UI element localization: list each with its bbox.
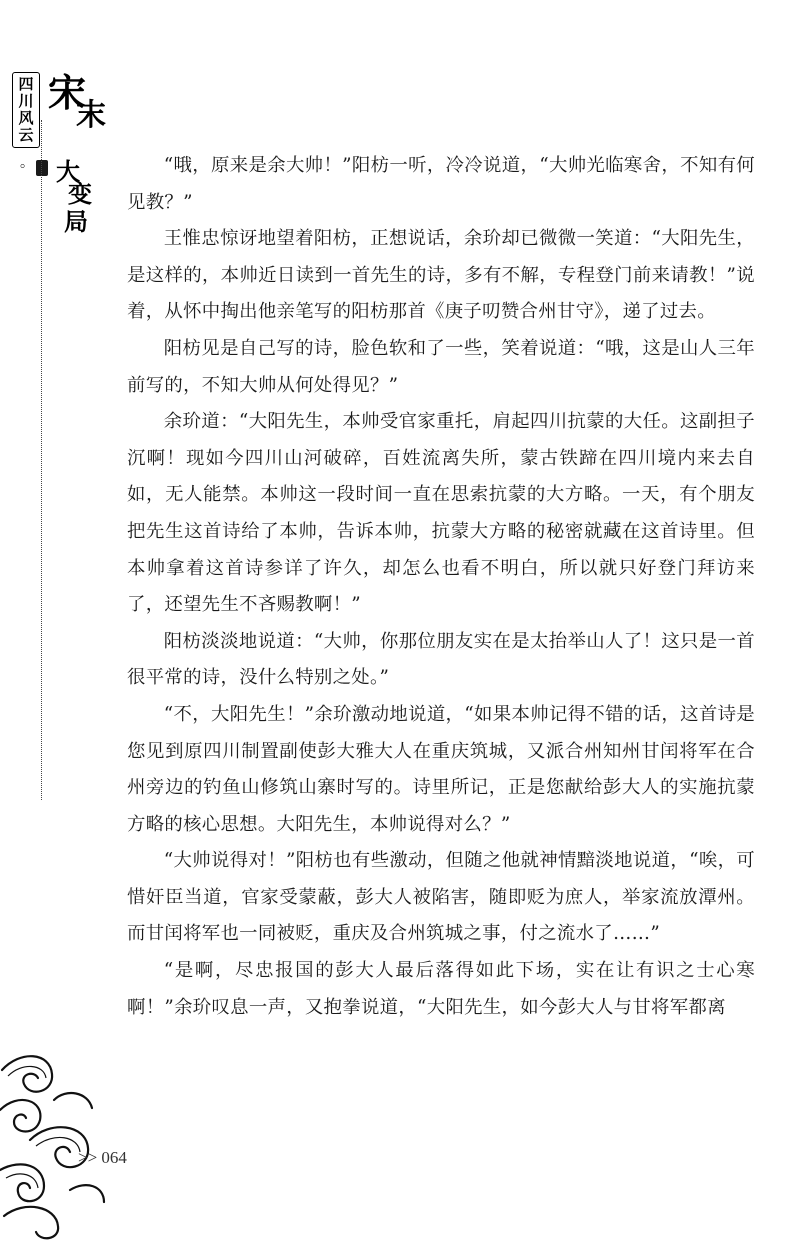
cloud-ornament-icon — [0, 1040, 120, 1243]
series-char: 川 — [18, 92, 34, 110]
book-title-char: 大 — [56, 157, 80, 186]
paragraph: “哦，原来是余大帅！”阳枋一听，冷冷说道，“大帅光临寒舍，不知有何见教？” — [127, 155, 755, 213]
series-char: 四 — [18, 75, 34, 93]
paragraph: 余玠道：“大阳先生，本帅受官家重托，肩起四川抗蒙的大任。这副担子沉啊！现如今四川山河破碎，百姓流离失所，蒙古铁蹄在四川境内来去自如，无人能禁。本帅这一段时间一直在思索抗蒙的大方略。一天，有个朋友把先生这首诗给了本帅，告诉本帅，抗蒙大方略的秘密就藏在这首诗里。但本帅拿着这首诗参详了许久，却怎么也看不明白，所以就只好登门拜访来了，还望先生不吝赐教啊！” — [127, 411, 755, 616]
paragraph: “不，大阳先生！”余玠激动地说道，“如果本帅记得不错的话，这首诗是您见到原四川制置副使彭大雅大人在重庆筑城，又派合州知州甘闰将军在合州旁边的钓鱼山修筑山寨时写的。诗里所记，正是您献给彭大人的实施抗蒙方略的核心思想。大阳先生，本帅说得对么？” — [127, 703, 755, 835]
paragraph: 阳枋淡淡地说道：“大帅，你那位朋友实在是太抬举山人了！这只是一首很平常的诗，没什么特别之处。” — [127, 630, 755, 689]
paragraph: 阳枋见是自己写的诗，脸色软和了一些，笑着说道：“哦，这是山人三年前写的，不知大帅从何处得见？” — [127, 337, 755, 396]
series-char: 云 — [18, 126, 34, 144]
seal-icon — [36, 160, 48, 176]
series-title — [12, 72, 40, 148]
book-title-char: 局 — [64, 207, 88, 236]
book-title-char: 变 — [68, 179, 92, 208]
paragraph: “是啊，尽忠报国的彭大人最后落得如此下场，实在让有识之士心寒啊！”余玠叹息一声，又抱拳说道，“大阳先生，如今彭大人与甘将军都离 — [127, 960, 755, 1018]
body-text — [127, 148, 755, 1026]
series-char: 风 — [18, 109, 34, 127]
book-title-char: 末 — [76, 98, 106, 133]
paragraph: 王惟忠惊讶地望着阳枋，正想说话，余玠却已微微一笑道：“大阳先生，是这样的，本帅近日读到一首先生的诗，多有不解，专程登门前来请教！”说着，从怀中掏出他亲笔写的阳枋那首《庚子叨赞合州甘守》，递了过去。 — [127, 228, 755, 323]
book-title-char: 宋 — [48, 70, 87, 115]
series-circle: 。 — [20, 155, 34, 171]
margin-dotted-rule — [41, 120, 42, 800]
paragraph: “大帅说得对！”阳枋也有些激动，但随之他就神情黯淡地说道，“唉，可惜奸臣当道，官家受蒙蔽，彭大人被陷害，随即贬为庶人，举家流放潭州。而甘闰将军也一同被贬，重庆及合州筑城之事，付之流水了……” — [127, 850, 755, 945]
page-number: >> 064 — [78, 1148, 127, 1167]
